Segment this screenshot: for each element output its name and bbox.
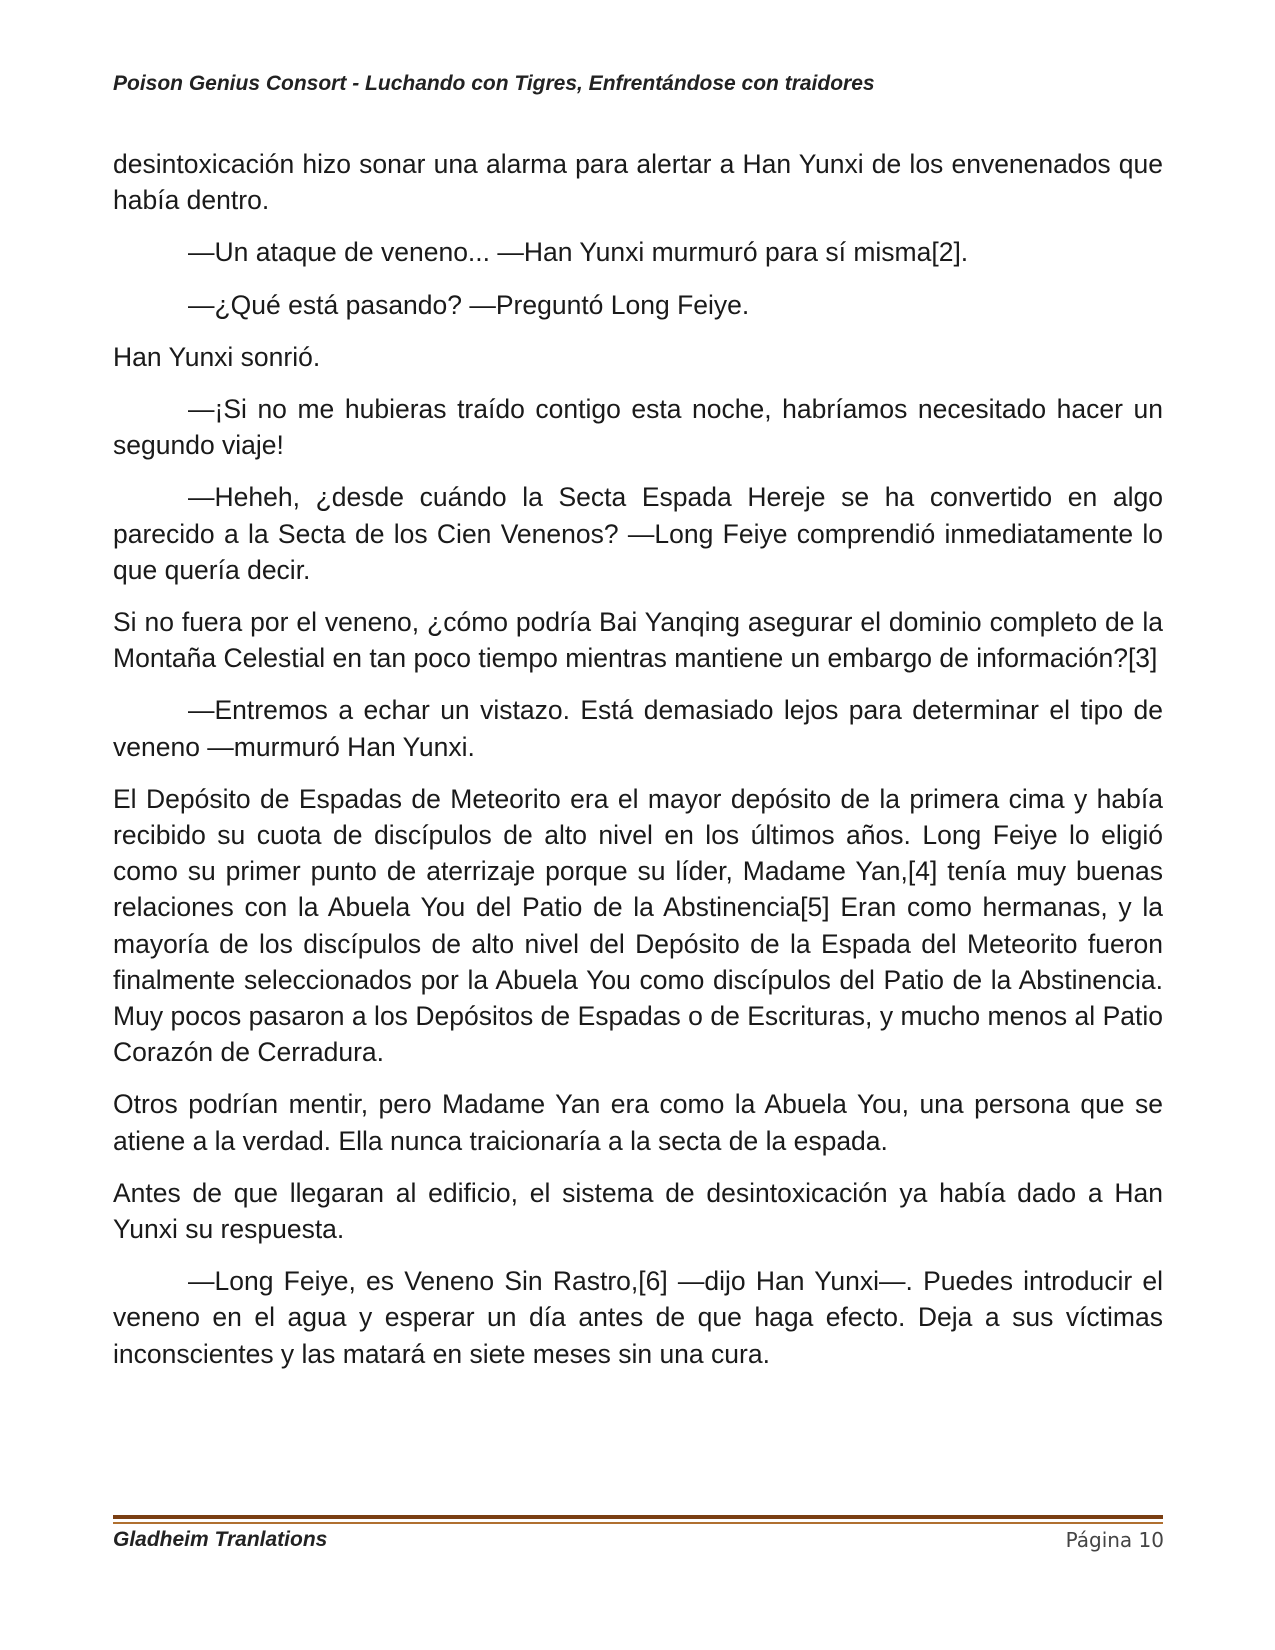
footer-rule-thick <box>113 1515 1163 1519</box>
paragraph: desintoxicación hizo sonar una alarma para alertar a Han Yunxi de los envenenados que había dentro. <box>113 149 1163 216</box>
footer-rule-thin <box>113 1522 1163 1524</box>
paragraph: Han Yunxi sonrió. <box>113 341 321 372</box>
running-header <box>113 72 1163 96</box>
paragraph: —Heheh, ¿desde cuándo la Secta Espada Hereje se ha convertido en algo parecido a la Secta de los Cien Venenos? —Long Feiye comprendió inmediatamente lo que quería decir. <box>113 482 1163 585</box>
page-body <box>113 146 1163 1388</box>
paragraph: —¡Si no me hubieras traído contigo esta noche, habríamos necesitado hacer un segundo viaje! <box>113 394 1163 461</box>
paragraph: —Long Feiye, es Veneno Sin Rastro,[6] —dijo Han Yunxi—. Puedes introducir el veneno en el agua y esperar un día antes de que haga efecto. Deja a sus víctimas inconscientes y las matará en siete meses sin una cura. <box>113 1266 1163 1369</box>
paragraph: —Un ataque de veneno... —Han Yunxi murmuró para sí misma[2]. <box>188 237 969 268</box>
paragraph: —Entremos a echar un vistazo. Está demasiado lejos para determinar el tipo de veneno —murmuró Han Yunxi. <box>113 695 1163 762</box>
paragraph: Antes de que llegaran al edificio, el sistema de desintoxicación ya había dado a Han Yunxi su respuesta. <box>113 1177 1163 1245</box>
header-series-title: Poison Genius Consort <box>113 72 347 95</box>
header-chapter-title: Luchando con Tigres, Enfrentándose con traidores <box>365 72 875 95</box>
page-number: Página 10 <box>1065 1528 1164 1552</box>
paragraph: Otros podrían mentir, pero Madame Yan era como la Abuela You, una persona que se atiene a la verdad. Ella nunca traicionaría a la secta de la espada. <box>113 1089 1163 1156</box>
footer-publisher: Gladheim Tranlations <box>113 1528 328 1551</box>
paragraph: Si no fuera por el veneno, ¿cómo podría Bai Yanqing asegurar el dominio completo de la Montaña Celestial en tan poco tiempo mientras mantiene un embargo de información?[3] <box>113 607 1163 674</box>
paragraph: El Depósito de Espadas de Meteorito era el mayor depósito de la primera cima y había recibido su cuota de discípulos de alto nivel en los últimos años. Long Feiye lo eligió como su primer punto de aterrizaje porque su líder, Madame Yan,[4] tenía muy buenas relaciones con la Abuela You del Patio de la Abstinencia[5] Eran como hermanas, y la mayoría de los discípulos de alto nivel del Depósito de la Espada del Meteorito fueron finalmente seleccionados por la Abuela You como discípulos del Patio de la Abstinencia. Muy pocos pasaron a los Depósitos de Espadas o de Escrituras, y mucho menos al Patio Corazón de Cerradura. <box>113 783 1163 1068</box>
header-separator: - <box>352 72 360 95</box>
paragraph: —¿Qué está pasando? —Preguntó Long Feiye. <box>188 289 750 320</box>
